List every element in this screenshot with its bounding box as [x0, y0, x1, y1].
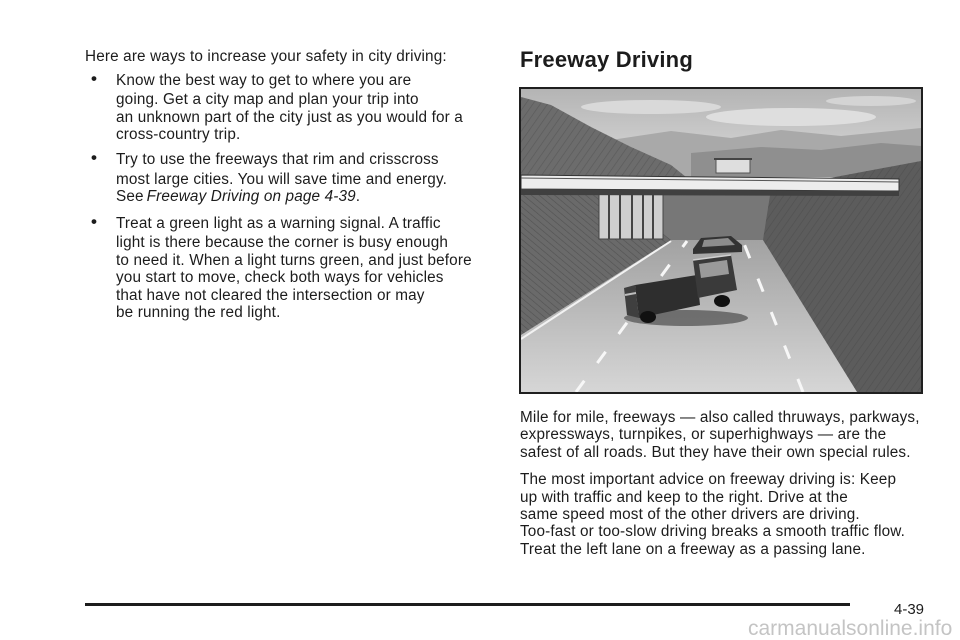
ref-suffix: .: [355, 188, 361, 205]
truck-wheel-front: [714, 295, 730, 307]
bullet-3-line-2: light is there because the corner is busy enough: [116, 234, 449, 251]
bullet-2-line-2: most large cities. You will save time and energy.: [116, 171, 448, 188]
paragraph-2-line-4: Too-fast or too-slow driving breaks a smooth traffic flow.: [520, 523, 906, 540]
bullet-1-line-2: going. Get a city map and plan your trip into: [116, 91, 419, 108]
paragraph-2-line-1: The most important advice on freeway driving is: Keep: [520, 471, 897, 488]
bullet-3-line-3: to need it. When a light turns green, and just before: [116, 252, 472, 269]
paragraph-1-line-2: expressways, turnpikes, or superhighways — are the: [520, 426, 887, 443]
page-number: 4-39: [894, 601, 925, 618]
cloud: [826, 96, 916, 106]
bullet-1-line-3: an unknown part of the city just as you would for a: [116, 109, 463, 126]
bullet-3-line-6: be running the red light.: [116, 304, 281, 321]
section-heading: Freeway Driving: [520, 47, 693, 72]
paragraph-2-line-2: up with traffic and keep to the right. Drive at the: [520, 489, 848, 506]
cloud: [706, 108, 876, 126]
paragraph-2-line-3: same speed most of the other drivers are driving.: [520, 506, 860, 523]
see-prefix: See: [116, 188, 144, 205]
bullet-3-line-5: that have not cleared the intersection or may: [116, 287, 425, 304]
overpass-bridge: [521, 175, 899, 196]
paragraph-2-line-5: Treat the left lane on a freeway as a passing lane.: [520, 541, 866, 558]
bridge-abutment: [599, 193, 663, 239]
bullet-1-line-1: Know the best way to get to where you are: [116, 72, 412, 89]
bullet-dot: •: [91, 148, 97, 167]
bullet-2-line-1: Try to use the freeways that rim and crisscross: [116, 151, 439, 168]
freeway-overpass-illustration: [519, 87, 923, 394]
cross-reference-freeway-driving: Freeway Driving on page 4-39: [146, 188, 356, 205]
cloud: [581, 100, 721, 114]
building-body: [716, 159, 750, 173]
bullet-dot: •: [91, 212, 97, 231]
bullet-2-line-3: [116, 188, 360, 206]
watermark: carmanualsonline.info: [748, 617, 953, 640]
intro-text: Here are ways to increase your safety in city driving:: [85, 48, 447, 65]
bullet-3-line-1: Treat a green light as a warning signal. A traffic: [116, 215, 441, 232]
bullet-1-line-4: cross-country trip.: [116, 126, 241, 143]
bullet-dot: •: [91, 69, 97, 88]
footer-rule: [85, 603, 850, 606]
bullet-3-line-4: you start to move, check both ways for vehicles: [116, 269, 444, 286]
paragraph-1-line-3: safest of all roads. But they have their own special rules.: [520, 444, 911, 461]
distant-building: [714, 159, 752, 173]
illustration-canvas: [521, 89, 921, 392]
paragraph-1-line-1: Mile for mile, freeways — also called thruways, parkways,: [520, 409, 920, 426]
truck-wheel-rear: [640, 311, 656, 323]
